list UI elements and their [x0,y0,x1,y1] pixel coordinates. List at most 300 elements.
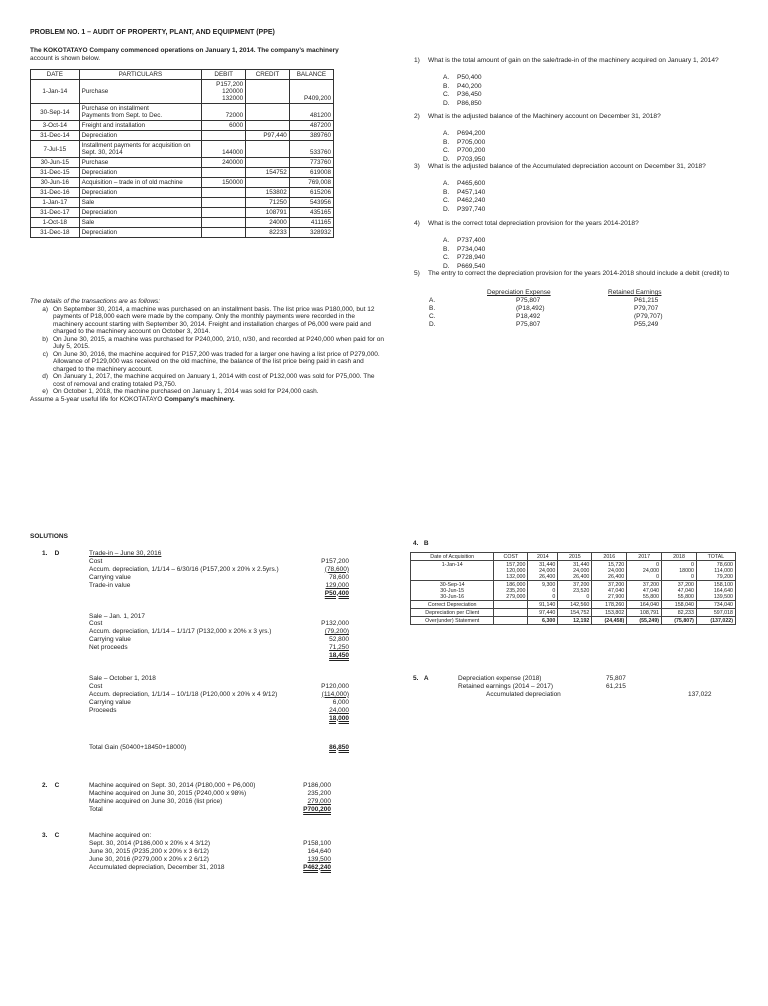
details-item [30,351,384,374]
dep-cell: 1-Jan-14 [411,561,494,581]
dep-summary-cell: 597,018 [696,609,735,617]
solution-line-label: Proceeds [89,706,117,714]
dep-cell: 31,440 24,000 26,400 [528,561,558,581]
intro-normal: account is shown below. [30,54,101,62]
solution-block-title: Trade-in – June 30, 2016 [89,550,162,557]
ledger-row [31,208,334,218]
solution-block-title: Machine acquired on: [89,832,152,839]
dep-cell: 37,200 47,040 55,800 [662,581,697,601]
solution-line-value: (79,200) [324,628,349,635]
q5-dep-value: P18,492 [516,313,541,320]
solution-line-value: P158,100 [303,839,331,847]
ledger-date: 3-Oct-14 [31,121,80,131]
q5-letter: C. [429,313,436,320]
dep-header-cell: 2015 [558,553,592,561]
ledger-row [31,104,334,121]
journal-line [458,691,712,699]
dep-summary-row [411,617,736,625]
ledger-date: 1-Jan-14 [31,80,80,104]
ledger-balance: 773760 [289,158,333,168]
option-letter: D. [443,155,450,163]
ledger-balance: 481200 [289,104,333,121]
option-value: P36,450 [457,91,482,98]
dep-summary-cell: 108,791 [627,609,662,617]
q5-re-value: P79,707 [634,305,659,312]
option-letter: D. [443,205,450,213]
dep-cell: 186,000 235,200 279,000 [494,581,528,601]
ledger-date: 30-Jun-16 [31,178,80,188]
dep-cell: 0 24,000 0 [627,561,662,581]
question-text: What is the adjusted balance of the Accumulated depreciation account on December 31, 2018? [428,163,706,170]
solution-line-value: 52,800 [329,636,349,643]
option-value: P669,540 [457,262,486,270]
question-text: The entry to correct the depreciation provision for the years 2014-2018 should include a debit (credit) to [428,270,730,277]
option-letter: B. [443,188,450,196]
ledger-date: 31-Dec-16 [31,188,80,198]
solution-line-label: Carrying value [89,636,131,643]
q5-dep-value: (P18,492) [516,305,545,312]
ledger-balance: 487200 [289,121,333,131]
dep-cell: 37,200 47,040 27,900 [592,581,627,601]
ledger-particulars: Sale [79,218,202,228]
question-option [443,91,482,99]
dep-cell: 157,200 120,000 132,000 [494,561,528,581]
details-item-text: On January 1, 2017, the machine acquired on January 1, 2014 with cost of P132,000 was sold for P75,000. The cost of removal and crating totaled P3,750. [53,373,375,388]
sol3-body [89,832,356,872]
q5-option-row [427,305,707,313]
ledger-particulars: Depreciation [79,228,202,238]
dep-header-row [411,553,736,561]
solution-line-value: 71,250 [329,644,349,651]
option-value: P50,400 [457,74,482,81]
dep-summary-cell [494,601,528,609]
ledger-debit [202,228,246,238]
solution-line-value: 279,000 [307,798,331,805]
ledger-debit [202,198,246,208]
ledger-balance: 543956 [289,198,333,208]
option-value: P40,200 [457,82,482,90]
depreciation-schedule-table [410,552,736,625]
details-item-label: b) [42,335,48,343]
option-value: P86,850 [457,99,482,107]
details-item-label: a) [42,305,48,313]
q5-re-value: P61,215 [634,297,659,304]
option-value: P694,200 [457,130,486,137]
sol2-num: 2. C [42,782,60,789]
question-option [443,147,485,155]
question-number: 3) [414,163,420,170]
ledger-balance: 435165 [289,208,333,218]
solution-line [89,744,351,752]
intro-bold: The KOKOTATAYO Company commenced operations on January 1, 2014. The company’s machinery [30,47,339,54]
option-value: P457,140 [457,188,486,196]
q5-letter: D. [429,321,436,328]
ledger-credit [246,121,290,131]
ledger-particulars: Depreciation [79,188,202,198]
ledger-row [31,131,334,141]
option-value: P728,940 [457,254,486,261]
dep-cell: 9,300 0 0 [528,581,558,601]
option-letter: B. [443,245,450,253]
ledger-balance: 411165 [289,218,333,228]
details-heading: The details of the transactions are as follows: [30,298,161,305]
ledger-credit: 154752 [246,168,290,178]
solution-line-value: 235,200 [307,790,331,797]
journal-account: Depreciation expense (2018) [458,675,542,682]
option-letter: B. [443,82,450,90]
dep-summary-cell: 91,140 [528,601,558,609]
ledger-row [31,121,334,131]
solution-line [89,644,351,652]
ledger-row [31,218,334,228]
dep-summary-cell: (75,807) [662,617,697,625]
ledger-credit: 153802 [246,188,290,198]
solution-line [89,699,351,707]
solution-line-value: 164,640 [307,847,331,855]
option-value: P465,600 [457,180,486,187]
ledger-debit [202,208,246,218]
question-option [443,180,485,188]
question-option [443,206,485,214]
q5-re-value: P55,249 [634,321,659,328]
ledger-row [31,141,334,158]
ledger-row [31,228,334,238]
question-option [443,83,482,91]
ledger-particulars: Purchase [79,158,202,168]
dep-cell: 78,600 114,000 79,200 [696,561,735,581]
question-option [443,254,485,262]
sol5-num: 5. A [413,675,429,682]
solution-line-value: P50,400 [324,589,349,597]
option-letter: D. [443,99,450,107]
ledger-balance: 769,008 [289,178,333,188]
q5-letter: A. [429,297,436,304]
solution-block-title: Sale – October 1, 2018 [89,675,156,682]
details-item [30,373,384,388]
dep-summary-cell: 178,260 [592,601,627,609]
dep-header-cell: 2016 [592,553,627,561]
q5-dep-value: P75,807 [516,297,541,304]
details-list [30,306,384,396]
details-item-label: d) [42,373,48,380]
details-item-label: e) [42,388,48,395]
solution-line [89,806,345,814]
ledger-balance: 619008 [289,168,333,178]
ledger-date: 31-Dec-15 [31,168,80,178]
question-option [443,189,485,197]
q5-header-dep: Depreciation Expense [487,289,551,296]
solution-line-label: June 30, 2016 (P279,000 x 20% x 2 6/12) [89,855,209,863]
ledger-credit [246,178,290,188]
question-text: What is the correct total depreciation provision for the years 2014-2018? [428,220,639,227]
solution-line-label: Total [89,806,103,813]
ledger-credit: 71250 [246,198,290,208]
sol1-num: 1. D [42,550,60,557]
ledger-debit: 240000 [202,158,246,168]
solution-line-label: Carrying value [89,573,131,581]
option-value: P734,040 [457,245,486,253]
ledger-credit [246,158,290,168]
solution-line-value: (78,600) [324,565,349,573]
solution-line [89,628,351,636]
q5-option-row [427,321,707,329]
sol2-body [89,782,345,814]
journal-line [458,683,698,691]
ledger-particulars: Purchase [79,80,202,104]
q5-options-table [427,289,707,329]
ledger-particulars: Acquisition – trade in of old machine [79,178,202,188]
solution-line-label: Carrying value [89,698,131,706]
solution-line-label: Machine acquired on June 30, 2015 (P240,000 x 98%) [89,790,247,797]
ledger-balance: 533760 [289,141,333,158]
solution-line-value: 86,850 [329,743,349,751]
solution-line-label: Cost [89,682,103,690]
solution-line-value: 6,000 [332,698,349,706]
journal-account: Accumulated depreciation [486,691,561,698]
question-text: What is the total amount of gain on the sale/trade-in of the machinery acquired on January 1, 2014? [428,57,719,64]
ledger-debit [202,218,246,228]
solution-line-label: Cost [89,620,103,627]
journal-credit: 137,022 [688,691,712,698]
solution-line-value: 78,600 [329,573,349,581]
solution-line [89,574,351,582]
solution-line-label: Total Gain (50400+18450+18000) [89,743,187,751]
ledger-row [31,168,334,178]
sol5-body [458,675,712,699]
dep-summary-cell: (55,249) [627,617,662,625]
solution-line [89,691,351,699]
dep-cell: 37,200 47,040 55,800 [627,581,662,601]
solution-line-label: Machine acquired on June 30, 2016 (list price) [89,798,223,805]
dep-cell: 0 18000 0 [662,561,697,581]
transaction-details [30,298,384,403]
option-value: P703,950 [457,155,486,163]
journal-account: Retained earnings (2014 – 2017) [458,683,554,690]
option-letter: A. [443,237,450,244]
dep-summary-cell: (24,458) [592,617,627,625]
ledger-header-particulars: PARTICULARS [79,70,202,80]
details-item-text: On June 30, 2016, the machine acquired for P157,200 was traded for a larger one having a list price of P279,000. Allowance of P129,000 was received on the old machine, the balance of the list price being paid in cash and charged to the machinery account. [53,350,380,373]
solution-line-label: Accum. depreciation, 1/1/14 – 10/1/18 (P120,000 x 20% x 4 9/12) [89,690,278,698]
dep-summary-cell: 82,233 [662,609,697,617]
machinery-ledger-table [30,69,334,238]
solution-line [89,848,356,856]
solution-line-value: 18,450 [329,652,349,659]
solution-line-value: 18,000 [329,714,349,722]
solution-block-title: Sale – Jan. 1, 2017 [89,612,146,620]
ledger-date: 7-Jul-15 [31,141,80,158]
dep-summary-cell: 154,752 [558,609,592,617]
details-item-text: On June 30, 2015, a machine was purchased for P240,000, 2/10, n/30, and recorded at P240,000 when paid for on July 5, 2015. [53,335,385,350]
dep-summary-cell [494,609,528,617]
question-text: What is the adjusted balance of the Machinery account on December 31, 2018? [428,113,661,120]
ledger-debit [202,168,246,178]
option-letter: B. [443,138,450,146]
sol4-num: 4. B [413,540,429,547]
solution-line [89,782,345,790]
solution-line-label: June 30, 2015 (P235,200 x 20% x 3 6/12) [89,847,209,855]
solution-line-label: Trade-in value [89,581,131,589]
solution-line-label: Accumulated depreciation, December 31, 2018 [89,863,225,871]
ledger-particulars: Sale [79,198,202,208]
solution-line [89,707,351,715]
ledger-balance: P409,200 [289,80,333,104]
solution-line [89,840,356,848]
option-letter: A. [443,130,450,137]
dep-summary-cell: Depreciation per Client [411,609,494,617]
solution-line-value: (114,000) [321,690,349,698]
ledger-credit: P97,440 [246,131,290,141]
ledger-date: 31-Dec-17 [31,208,80,218]
ledger-particulars: Depreciation [79,208,202,218]
ledger-date: 1-Oct-18 [31,218,80,228]
ledger-date: 1-Jan-17 [31,198,80,208]
solution-line-label: Cost [89,557,103,565]
dep-cell: 30-Sep-14 30-Jun-15 30-Jun-16 [411,581,494,601]
q5-letter: B. [429,305,436,312]
question-number: 1) [414,57,420,64]
dep-summary-cell: 97,440 [528,609,558,617]
ledger-debit: P157,200 120000 132000 [202,80,246,104]
ledger-debit [202,188,246,198]
dep-summary-cell: 158,040 [662,601,697,609]
journal-debit: 61,215 [606,683,626,690]
question-number: 4) [414,220,420,227]
ledger-particulars: Freight and installation [79,121,202,131]
ledger-balance: 615206 [289,188,333,198]
solution-line [89,683,351,691]
details-item [30,336,384,351]
q5-header-re: Retained Earnings [608,289,662,296]
ledger-credit: 108791 [246,208,290,218]
option-letter: A. [443,74,450,81]
solution-line [89,652,351,660]
solution-line-value: P186,000 [303,782,331,789]
ledger-credit [246,80,290,104]
option-value: P397,740 [457,205,486,213]
dep-header-cell: 2014 [528,553,558,561]
ledger-debit [202,131,246,141]
dep-summary-cell: 164,040 [627,601,662,609]
journal-debit: 75,807 [606,675,626,682]
q5-dep-value: P75,807 [516,321,541,328]
dep-summary-cell: (137,022) [696,617,735,625]
solution-line [89,620,351,628]
dep-cell: 37,200 23,520 0 [558,581,592,601]
solution-line-value: P157,200 [321,557,349,565]
ledger-particulars: Depreciation [79,168,202,178]
ledger-date: 31-Dec-14 [31,131,80,141]
sol3-num: 3. C [42,832,60,839]
option-letter: C. [443,147,450,154]
question-option [443,139,485,147]
option-letter: D. [443,262,450,270]
dep-summary-row [411,609,736,617]
details-item-label: c) [42,350,48,358]
question-option [443,130,485,138]
ledger-row [31,158,334,168]
details-item-text: On September 30, 2014, a machine was purchased on an installment basis. The list price was P180,000, but 12 payments of P18,000 each were made by the company. Only the monthly payments were recorded in the machinery account starting with September 30, 2014. Freight and installation charges of P6,000 were paid and charged to the machinery account on October 3, 2014. [53,305,375,335]
question-number: 2) [414,113,420,120]
dep-header-cell: TOTAL [696,553,735,561]
solution-line-value: P132,000 [321,620,349,627]
dep-summary-row [411,601,736,609]
ledger-debit: 72000 [202,104,246,121]
q5-option-row [427,297,707,305]
question-number: 5) [414,270,420,277]
ledger-debit: 144000 [202,141,246,158]
solution-line-value: 24,000 [329,706,349,714]
solution-line [89,864,356,872]
solution-line-label: Net proceeds [89,644,128,651]
details-item [30,306,384,336]
closing-normal: Assume a 5-year useful life for KOKOTATAYO [30,395,165,403]
ledger-debit: 6000 [202,121,246,131]
dep-summary-cell: Over(under) Statement [411,617,494,625]
sol1-body [89,550,351,752]
ledger-row [31,178,334,188]
solution-line-value: P120,000 [321,682,349,690]
option-letter: C. [443,91,450,98]
option-value: P462,240 [457,197,486,204]
solution-line [89,566,351,574]
ledger-date: 30-Jun-15 [31,158,80,168]
dep-row [411,581,736,601]
solution-line-value: 129,000 [325,581,349,589]
solution-line [89,790,345,798]
ledger-header-credit: CREDIT [246,70,290,80]
ledger-date: 31-Dec-18 [31,228,80,238]
solution-line-label: Accum. depreciation, 1/1/14 – 6/30/16 (P157,200 x 20% x 2.5yrs.) [89,565,279,573]
ledger-credit [246,141,290,158]
solution-line-value: P462,240 [303,863,331,871]
option-value: P705,000 [457,138,486,146]
closing-bold: Company’s machinery. [164,395,235,403]
dep-row [411,561,736,581]
solution-line [89,798,345,806]
ledger-header-date: DATE [31,70,80,80]
ledger-date: 30-Sep-14 [31,104,80,121]
solution-line-label: Machine acquired on Sept. 30, 2014 (P180,000 + P6,000) [89,782,256,789]
ledger-debit: 150000 [202,178,246,188]
q5-re-value: (P79,707) [634,313,663,320]
solutions-heading: SOLUTIONS [30,533,68,540]
solution-line [89,856,356,864]
question-option [443,246,485,254]
dep-cell: 15,720 24,000 26,400 [592,561,627,581]
ledger-header-row [31,70,334,80]
question-option [443,197,485,205]
dep-summary-cell [494,617,528,625]
question-option [443,100,482,108]
solution-line-value: P700,200 [303,806,331,813]
dep-summary-cell: Correct Depreciation [411,601,494,609]
dep-summary-cell: 153,802 [592,609,627,617]
option-letter: A. [443,180,450,187]
solution-line [89,558,351,566]
dep-header-cell: Date of Acquisition [411,553,494,561]
intro [30,47,390,62]
dep-header-cell: 2017 [627,553,662,561]
dep-summary-cell: 12,192 [558,617,592,625]
ledger-credit: 24000 [246,218,290,228]
dep-cell: 31,440 24,000 26,400 [558,561,592,581]
dep-cell: 158,100 164,640 139,500 [696,581,735,601]
dep-header-cell: COST [494,553,528,561]
dep-header-cell: 2018 [662,553,697,561]
ledger-particulars: Depreciation [79,131,202,141]
dep-summary-cell: 142,560 [558,601,592,609]
